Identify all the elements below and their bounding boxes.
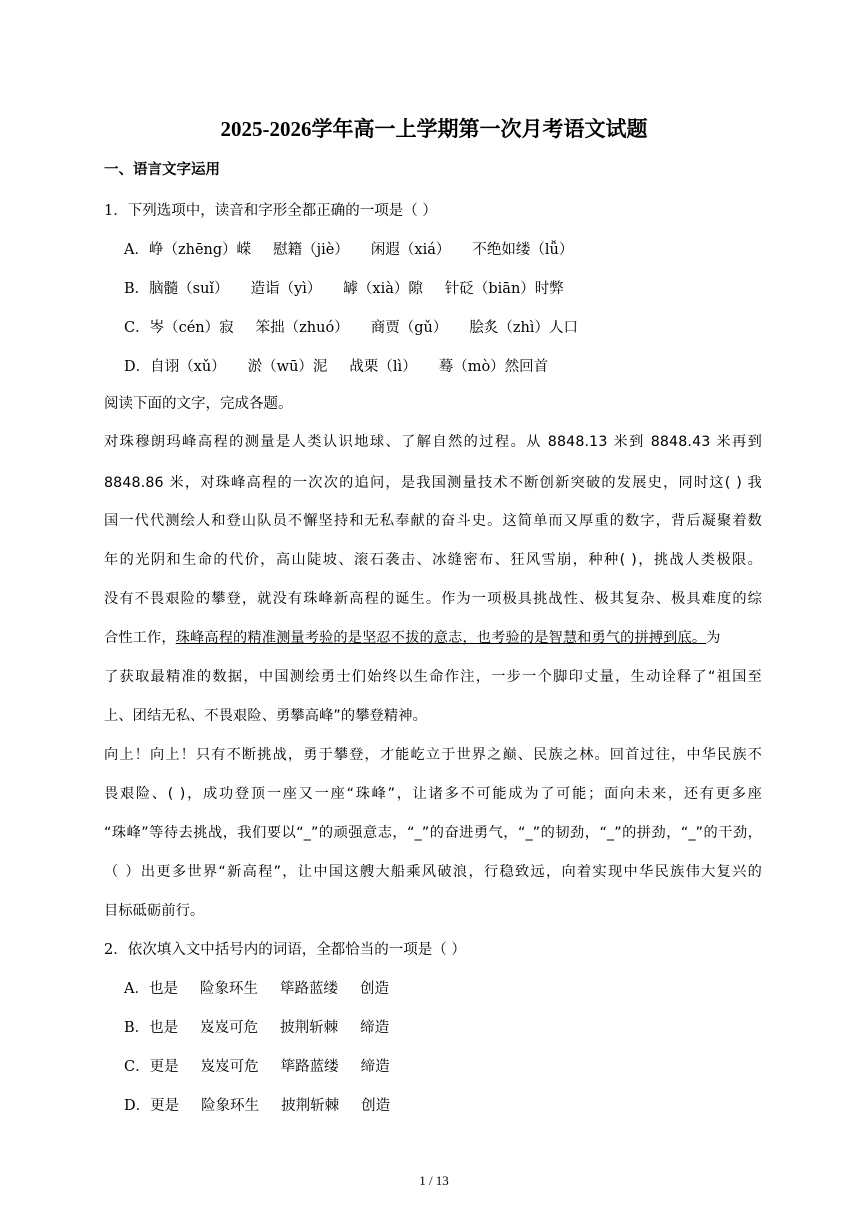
q2-option-b: B．也是 岌岌可危 披荆斩棘 缔造 — [124, 1020, 390, 1036]
passage-line: 没有不畏艰险的攀登，就没有珠峰新高程的诞生。作为一项极具挑战性、极其复杂、极具难度的综 — [104, 591, 762, 607]
underlined-sentence: 珠峰高程的精准测量考验的是坚忍不拔的意志，也考验的是智慧和勇气的拼搏到底。 — [175, 630, 707, 646]
section-heading: 一、语言文字运用 — [104, 161, 220, 178]
question-1-stem: 1．下列选项中，读音和字形全都正确的一项是（ ） — [104, 203, 437, 219]
q1-option-d: D．自诩（xǔ） 淤（wū）泥 战栗（lì） 蓦（mò）然回首 — [124, 359, 549, 375]
q1-option-a: A．峥（zhēng）嵘 慰籍（jiè） 闲遐（xiá） 不绝如缕（lǚ） — [124, 242, 574, 258]
passage-line: 目标砥砺前行。 — [104, 903, 205, 919]
q1-option-c: C．岑（cén）寂 笨拙（zhuó） 商贾（gǔ） 脍炙（zhì）人口 — [124, 320, 578, 336]
passage-line: 国一代代测绘人和登山队员不懈坚持和无私奉献的奋斗史。这简单而又厚重的数字，背后凝聚着数 — [104, 513, 762, 529]
passage-line: 8848.86 米，对珠峰高程的一次次的追问，是我国测量技术不断创新突破的发展史，同时这( ) 我 — [104, 475, 762, 491]
q2-option-d: D．更是 险象环生 披荆斩棘 创造 — [124, 1098, 391, 1114]
passage-line: 了获取最精准的数据，中国测绘勇士们始终以生命作注，一步一个脚印丈量，生动诠释了“祖国至 — [104, 669, 762, 685]
passage-line: 上、团结无私、不畏艰险、勇攀高峰”的攀登精神。 — [104, 708, 427, 724]
passage-line: 对珠穆朗玛峰高程的测量是人类认识地球、了解自然的过程。从 8848.13 米到 8848.43 米再到 — [104, 434, 762, 450]
q2-option-c: C．更是 岌岌可危 筚路蓝缕 缔造 — [124, 1059, 390, 1075]
passage-line-underlined: 合性工作，珠峰高程的精准测量考验的是坚忍不拔的意志，也考验的是智慧和勇气的拼搏到底。为 — [104, 630, 721, 646]
reading-instruction: 阅读下面的文字，完成各题。 — [104, 396, 293, 412]
passage-line: 年的光阴和生命的代价，高山陡坡、滚石袭击、冰缝密布、狂风雪崩，种种( )，挑战人类极限。 — [104, 552, 762, 568]
passage-line: （ ）出更多世界“新高程”，让中国这艘大船乘风破浪，行稳致远，向着实现中华民族伟大复兴的 — [104, 864, 762, 880]
q2-option-a: A．也是 险象环生 筚路蓝缕 创造 — [124, 981, 389, 997]
q1-option-b: B．脑髓（suǐ） 造诣（yì） 罅（xià）隙 针砭（biān）时弊 — [124, 281, 564, 297]
passage-line: 向上！向上！只有不断挑战，勇于攀登，才能屹立于世界之巅、民族之林。回首过往，中华民族不 — [104, 747, 762, 763]
passage-line: “珠峰”等待去挑战，我们要以“_”的顽强意志，“_”的奋进勇气，“_”的韧劲，“_”的拼劲，“_”的干劲， — [104, 825, 762, 841]
page-number: 1 / 13 — [419, 1173, 449, 1188]
question-2-stem: 2．依次填入文中括号内的词语，全都恰当的一项是（ ） — [104, 942, 466, 958]
exam-title: 2025-2026学年高一上学期第一次月考语文试题 — [220, 117, 648, 141]
passage-line: 畏艰险、( )，成功登顶一座又一座“珠峰”，让诸多不可能成为了可能；面向未来，还有更多座 — [104, 786, 762, 802]
